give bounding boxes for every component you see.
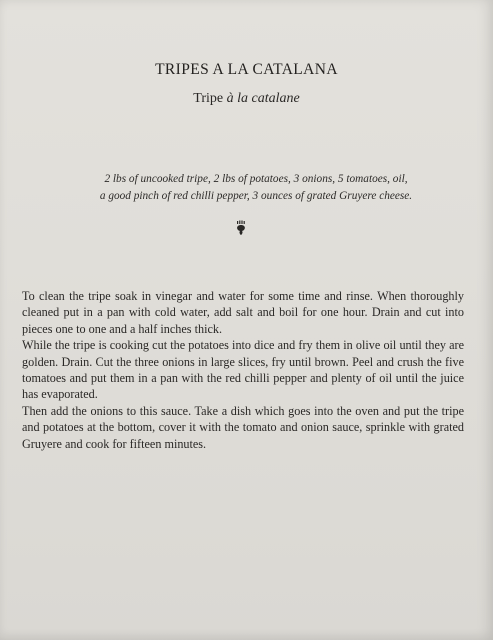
fleuron-icon	[234, 220, 248, 236]
subtitle-italic: à la catalane	[226, 91, 300, 106]
instruction-paragraph: To clean the tripe soak in vinegar and water for some time and rinse. When thoroughly cleaned put in a pan with cold water, add salt and boil for one hour. Drain and cut into pieces one to one and a half inches thick.	[22, 289, 464, 336]
ingredients-list	[56, 171, 456, 205]
recipe-instructions	[22, 288, 464, 452]
recipe-title: TRIPES A LA CATALANA	[155, 61, 338, 78]
instruction-paragraph: While the tripe is cooking cut the potatoes into dice and fry them in olive oil until they are golden. Drain. Cut the three onions in large slices, fry until brown. Peel and crush the five tomatoes and put them in a pan with the red chilli pepper and plenty of oil until the juice has evaporated.	[22, 338, 464, 402]
ingredients-line: 2 lbs of uncooked tripe, 2 lbs of potatoes, 3 onions, 5 tomatoes, oil,	[104, 173, 408, 185]
instruction-paragraph: Then add the onions to this sauce. Take a dish which goes into the oven and put the tripe and potatoes at the bottom, cover it with the tomato and onion sauce, sprinkle with grated Gruyere and cook for fifteen minutes.	[22, 403, 464, 451]
recipe-subtitle	[0, 91, 493, 107]
ingredients-line: a good pinch of red chilli pepper, 3 ounces of grated Gruyere cheese.	[99, 190, 413, 202]
subtitle-plain: Tripe	[193, 91, 227, 106]
